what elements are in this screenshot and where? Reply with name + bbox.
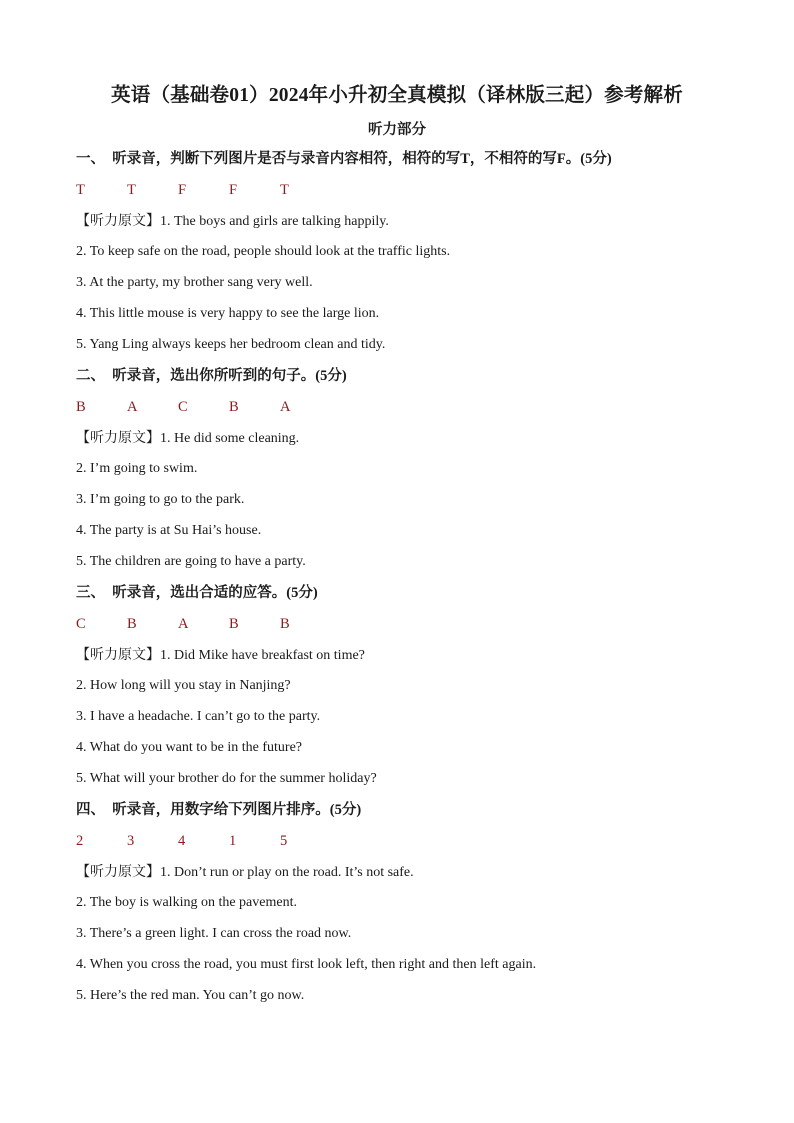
answer-key	[76, 180, 718, 200]
transcript-line: 3. I have a headache. I can’t go to the party.	[76, 709, 321, 724]
transcript-line: 【听力原文】1. Did Mike have breakfast on time?	[76, 647, 365, 663]
answer: B	[127, 616, 137, 632]
question-section-3	[76, 583, 718, 789]
transcript-tag: 【听力原文】	[76, 864, 160, 880]
transcript-line: 2. The boy is walking on the pavement.	[76, 895, 297, 910]
answer: 5	[280, 833, 288, 849]
answer: 1	[229, 833, 237, 849]
answer-key	[76, 397, 718, 417]
answer: A	[280, 399, 291, 415]
transcript-line: 2. I’m going to swim.	[76, 461, 198, 476]
transcript-line: 4. When you cross the road, you must first look left, then right and then left again.	[76, 957, 537, 972]
transcript-line: 5. Yang Ling always keeps her bedroom clean and tidy.	[76, 337, 386, 352]
answer: T	[280, 182, 289, 198]
transcript-line: 3. There’s a green light. I can cross the road now.	[76, 926, 352, 941]
document-title: 英语（基础卷01）2024年小升初全真模拟（译林版三起）参考解析	[111, 85, 683, 106]
transcript-tag: 【听力原文】	[76, 213, 160, 229]
transcript-line: 2. To keep safe on the road, people should look at the traffic lights.	[76, 244, 451, 259]
answer: 3	[127, 833, 135, 849]
section-heading: 二、 听录音，选出你所听到的句子。(5分)	[76, 368, 347, 384]
answer: T	[127, 182, 136, 198]
answer: C	[76, 616, 86, 632]
question-section-1	[76, 149, 718, 355]
answer: T	[76, 182, 85, 198]
section-heading: 一、 听录音，判断下列图片是否与录音内容相符，相符的写T，不相符的写F。(5分)	[76, 151, 612, 167]
answer: 4	[178, 833, 186, 849]
transcript-line: 2. How long will you stay in Nanjing?	[76, 678, 291, 693]
answer: B	[76, 399, 86, 415]
transcript-line: 3. I’m going to go to the park.	[76, 492, 245, 507]
transcript-line: 【听力原文】1. The boys and girls are talking happily.	[76, 213, 389, 229]
answer: A	[127, 399, 138, 415]
question-section-2	[76, 366, 718, 572]
answer: B	[229, 399, 239, 415]
answer: C	[178, 399, 188, 415]
answer-key	[76, 831, 718, 851]
transcript-line: 4. What do you want to be in the future?	[76, 740, 303, 755]
answer: F	[178, 182, 187, 198]
answer: B	[280, 616, 290, 632]
transcript-line: 3. At the party, my brother sang very well.	[76, 275, 313, 290]
transcript-line: 5. The children are going to have a party.	[76, 554, 306, 569]
transcript-line: 5. Here’s the red man. You can’t go now.	[76, 988, 305, 1003]
transcript-line: 5. What will your brother do for the summer holiday?	[76, 771, 377, 786]
answer: A	[178, 616, 189, 632]
transcript-tag: 【听力原文】	[76, 647, 160, 663]
transcript-line: 【听力原文】1. Don’t run or play on the road. It’s not safe.	[76, 864, 414, 880]
transcript-tag: 【听力原文】	[76, 430, 160, 446]
answer-key	[76, 614, 718, 634]
answer: 2	[76, 833, 84, 849]
answer: F	[229, 182, 238, 198]
transcript-line: 【听力原文】1. He did some cleaning.	[76, 430, 300, 446]
transcript-line: 4. This little mouse is very happy to see the large lion.	[76, 306, 380, 321]
question-section-4	[76, 800, 718, 1006]
section-heading: 三、 听录音，选出合适的应答。(5分)	[76, 585, 318, 601]
transcript-line: 4. The party is at Su Hai’s house.	[76, 523, 262, 538]
section-subtitle: 听力部分	[368, 122, 426, 138]
section-heading: 四、 听录音，用数字给下列图片排序。(5分)	[76, 802, 362, 818]
answer: B	[229, 616, 239, 632]
